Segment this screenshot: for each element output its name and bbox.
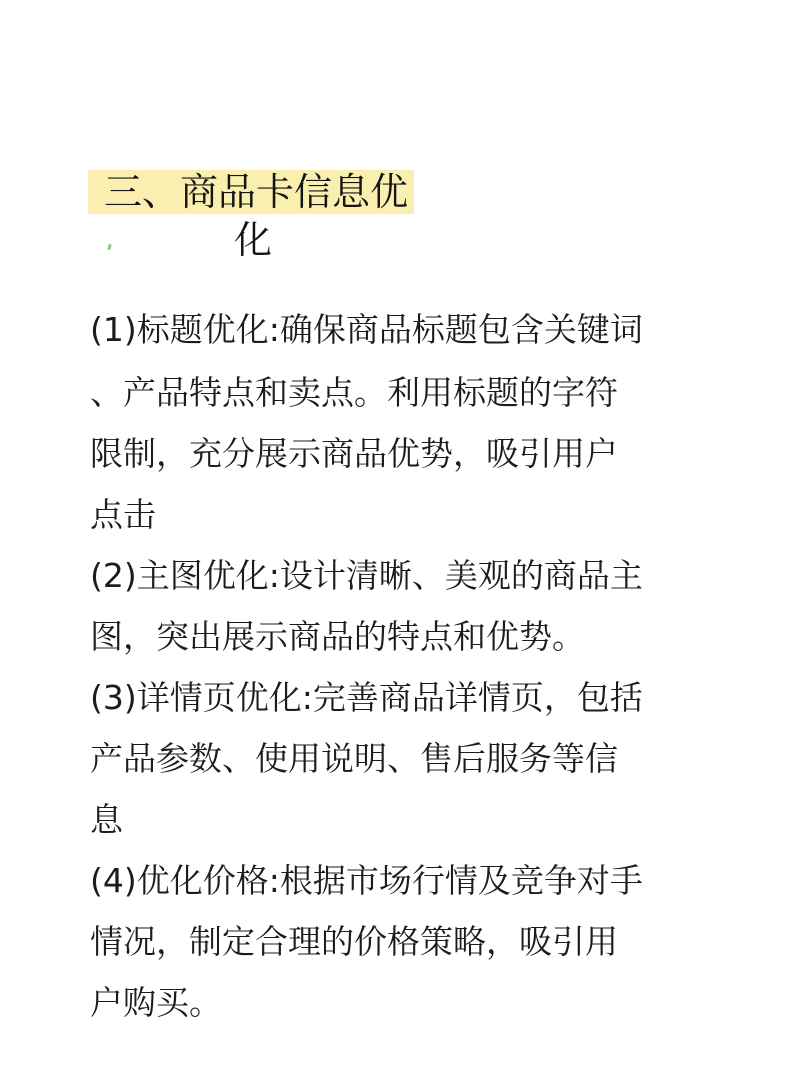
text-line: (4)优化价格:根据市场行情及竞争对手 bbox=[90, 861, 643, 900]
section-title-line-2: 化 bbox=[234, 218, 273, 262]
text-line: 息 bbox=[90, 800, 123, 839]
text-line: (3)详情页优化:完善商品详情页，包括 bbox=[90, 678, 643, 717]
text-line: 点击 bbox=[90, 495, 156, 534]
text-line: (2)主图优化:设计清晰、美观的商品主 bbox=[90, 556, 643, 595]
section-title-line-1: 三、商品卡信息优 bbox=[104, 170, 409, 214]
text-line: 限制，充分展示商品优势，吸引用户 bbox=[90, 434, 618, 473]
text-line: 户购买。 bbox=[90, 983, 222, 1022]
text-line: (1)标题优化:确保商品标题包含关键词 bbox=[90, 310, 643, 349]
decorative-speck bbox=[107, 244, 111, 251]
text-line: 图，突出展示商品的特点和优势。 bbox=[90, 617, 585, 656]
text-line: 、产品特点和卖点。利用标题的字符 bbox=[90, 373, 618, 412]
text-line: 情况，制定合理的价格策略，吸引用 bbox=[90, 922, 618, 961]
text-line: 产品参数、使用说明、售后服务等信 bbox=[90, 739, 618, 778]
